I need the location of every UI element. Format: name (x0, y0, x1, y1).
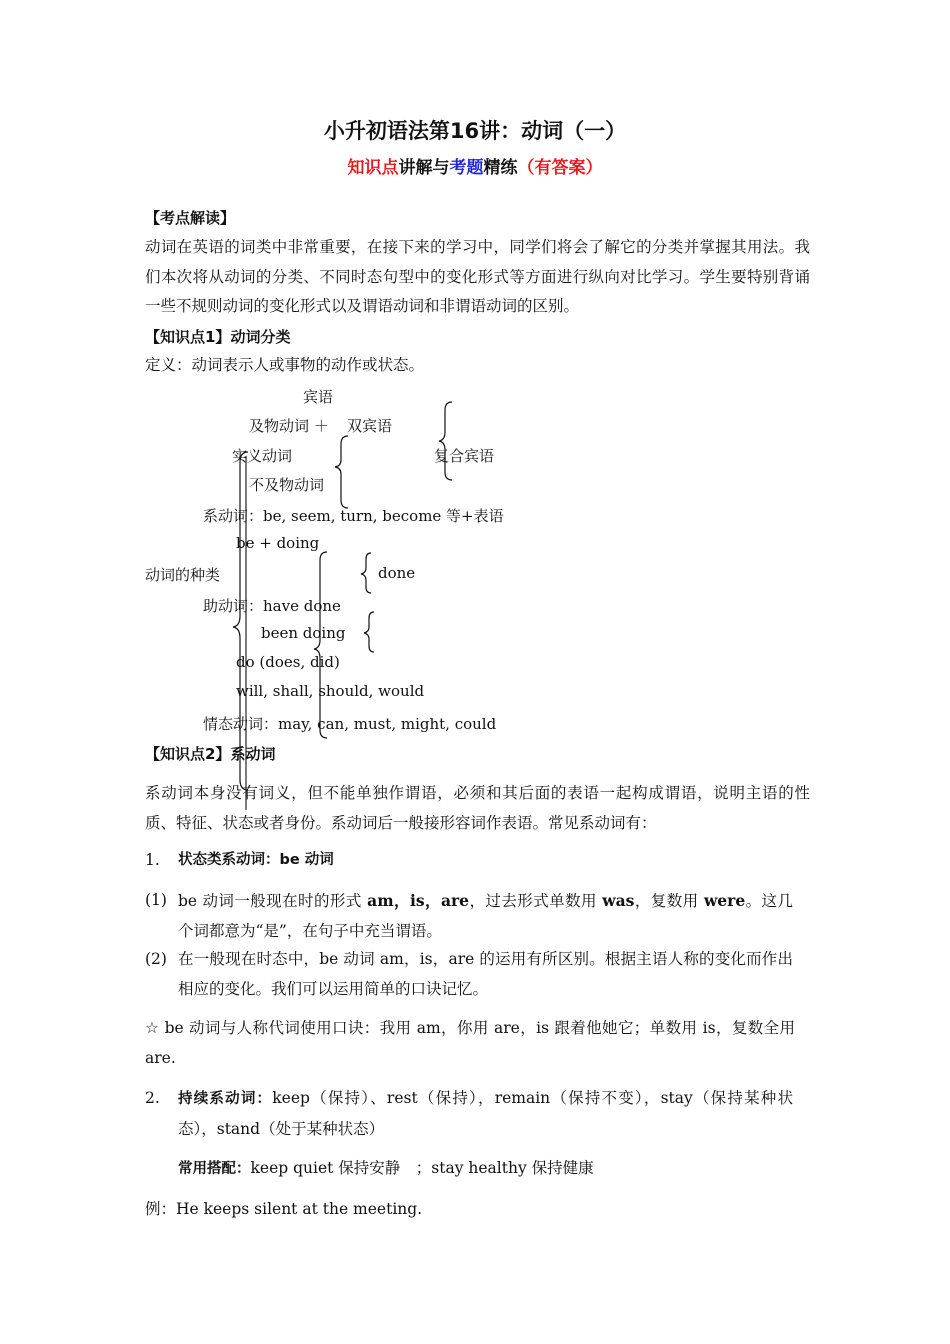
collocation-label: 常用搭配： (178, 1161, 251, 1177)
sub1-g: 。这几个词都意为“是”，在句子中充当谓语。 (178, 892, 793, 940)
item2-num: 2. (145, 1089, 160, 1107)
item1-title: 状态类系动词：be 动词 (178, 852, 334, 868)
point1-heading: 【知识点1】动词分类 (145, 328, 291, 346)
sub2-text: 在一般现在时态中，be 动词 am，is，are 的运用有所区别。根据主语人称的变化而作出相应的变化。我们可以运用简单的口诀记忆。 (178, 950, 793, 998)
diag-notional: 实义动词 (232, 447, 293, 465)
sub1-b: am，is，are (367, 891, 470, 910)
sub2-num: (2) (145, 950, 167, 968)
subtitle-part5: （有答案） (517, 158, 603, 178)
collocation (178, 1154, 594, 1185)
tip-text: ☆ be 动词与人称代词使用口诀：我用 am，你用 are，is 跟着他她它；单数用 is，复数全用 are. (145, 1019, 795, 1067)
diag-modal: 情态动词：may, can, must, might, could (203, 715, 497, 733)
item1-num: 1. (145, 851, 160, 869)
brace-verb-kind (335, 436, 348, 508)
sub1-text (178, 886, 793, 946)
sub1-a: be 动词一般现在时的形式 (178, 892, 368, 910)
diag-be-doing: be + doing (236, 534, 320, 552)
diag-do-does: do (does, did) (236, 653, 340, 671)
diag-been-doing: been doing (261, 624, 346, 642)
brace-aux (314, 552, 327, 738)
subtitle-part1: 知识点 (347, 158, 399, 178)
diag-linking: 系动词：be, seem, turn, become 等+表语 (203, 507, 504, 525)
point1-definition: 定义：动词表示人或事物的动作或状态。 (145, 356, 425, 374)
subtitle-part4: 精练 (483, 158, 518, 178)
item2-text (178, 1084, 793, 1144)
diag-intransitive: 不及物动词 (249, 476, 325, 494)
brace-done (361, 553, 371, 593)
diag-root: 动词的种类 (145, 566, 221, 584)
diag-will: will, shall, should, would (236, 682, 425, 700)
subtitle-part2: 讲解与 (398, 158, 450, 178)
diag-complex-object: 复合宾语 (434, 447, 495, 465)
item2-body: keep（保持）、rest（保持），remain（保持不变），stay（保持某种状态），stand（处于某种状态） (178, 1089, 794, 1138)
brace-object (439, 402, 452, 480)
diag-done: done (378, 564, 416, 582)
exam-heading: 【考点解读】 (145, 209, 236, 227)
sub1-d: was (602, 891, 635, 910)
point2-heading: 【知识点2】系动词 (145, 745, 276, 763)
brace-been (364, 612, 374, 652)
diag-double-object: 双宾语 (347, 417, 393, 435)
sub1-e: ，复数用 (634, 892, 704, 910)
exam-body: 动词在英语的词类中非常重要，在接下来的学习中，同学们将会了解它的分类并掌握其用法。我们本次将从动词的分类、不同时态句型中的变化形式等方面进行纵向对比学习。学生要特别背诵一些不规则动词的变化形式以及谓语动词和非谓语动词的区别。 (145, 238, 810, 315)
sub1-f: were (703, 891, 746, 910)
item2-title: 持续系动词： (178, 1091, 273, 1107)
diag-auxiliary: 助动词：have done (203, 597, 341, 615)
sub1-num: (1) (145, 891, 167, 909)
diag-transitive: 及物动词 ＋ (249, 417, 329, 435)
subtitle-part3: 考题 (449, 158, 484, 178)
page-title: 小升初语法第16讲：动词（一） (323, 119, 627, 143)
point2-intro: 系动词本身没有词义，但不能单独作谓语，必须和其后面的表语一起构成谓语，说明主语的性质、特征、状态或者身份。系动词后一般接形容词作表语。常见系动词有： (145, 784, 810, 832)
example: 例：He keeps silent at the meeting. (145, 1200, 423, 1218)
collocation-body: keep quiet 保持安静 ；stay healthy 保持健康 (250, 1159, 594, 1177)
diag-object: 宾语 (303, 388, 334, 406)
sub1-c: ，过去形式单数用 (469, 892, 603, 910)
